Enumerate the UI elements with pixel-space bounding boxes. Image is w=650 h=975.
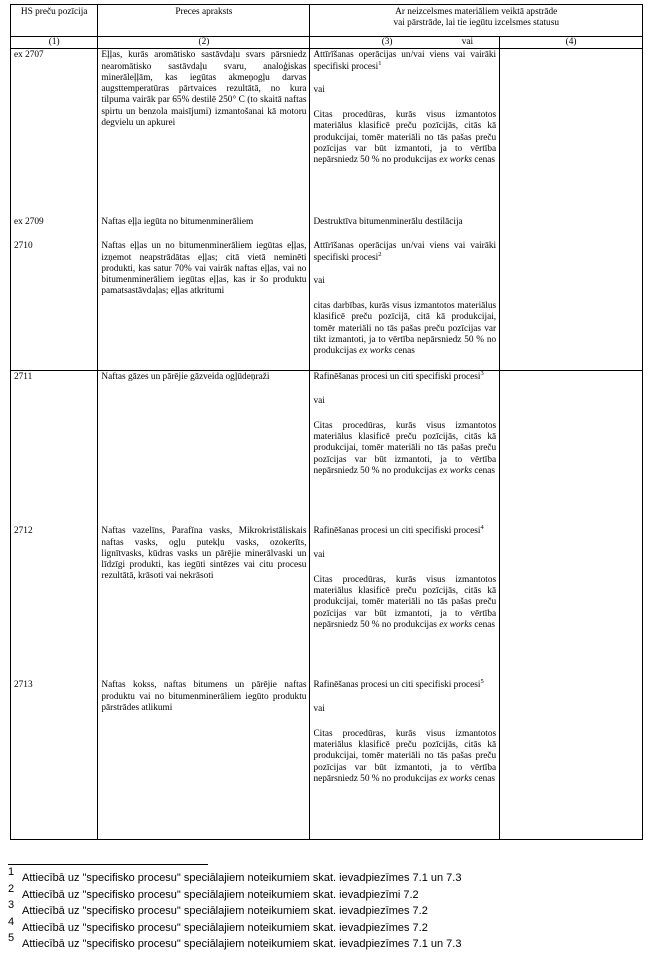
ex-works-label: ex works	[439, 466, 472, 477]
rule-a	[313, 50, 496, 73]
processing-rule	[310, 371, 500, 526]
rule-b-text: Citas procedūras, kurās visus izmantotos materiālus klasificē preču pozīcijās, citās kā produkcijai, tomēr materiāli no tās pašas preču pozīcijas var būt izmantoti, ja to vērtība nepārsniedz 50 % no produkcijas	[313, 420, 497, 477]
ex-works-label: ex works	[439, 155, 472, 166]
footnotes	[8, 864, 648, 953]
ex-works-label: ex works	[439, 620, 472, 631]
rule-b	[313, 575, 496, 631]
column-number-3	[310, 37, 500, 49]
rules-table	[10, 4, 643, 840]
processing-rule	[310, 240, 500, 371]
footnote: $^5$ Attiecībā uz "specifisko procesu" speciālajiem noteikumiem skat. ievadpiezīmes 7.1 un 7.3	[8, 932, 462, 950]
description: Naftas gāzes un pārējie gāzveida ogļūdeņraži	[98, 371, 310, 526]
rule-a	[313, 372, 496, 383]
rule-b-end: cenas	[394, 346, 415, 357]
header-processing-line1: Ar neizcelsmes materiāliem veiktā apstrāde	[395, 7, 558, 17]
footnote: $^3$ Attiecībā uz "specifisko procesu" speciālajiem noteikumiem skat. ievadpiezīmes 7.2	[8, 899, 428, 917]
or-label: vai	[313, 395, 325, 406]
or-label: vai	[313, 703, 325, 714]
rule-b-end: cenas	[474, 466, 495, 477]
rule-b-text: citas darbības, kurās visus izmantotos materiālus klasificē preču pozīcijā, citā kā produkcijai, tomēr materiāli no tās pašas preču pozīcijas var tikt izmantoti, ja to vērtība nepārsniedz 50 % no produkcijas	[313, 301, 497, 357]
or-label: vai	[313, 275, 325, 286]
footnote-ref: 4	[480, 524, 484, 532]
column-number-row	[11, 37, 643, 49]
table-row	[11, 371, 643, 526]
table-row	[11, 679, 643, 840]
rule-b	[313, 301, 496, 357]
column-or-label: vai	[461, 37, 474, 47]
footnote: $^2$ Attiecībā uz "specifisko procesu" speciālajiem noteikumiem skat. ievadpiezīmi 7.2	[8, 882, 419, 901]
footnote: $^1$ Attiecībā uz "specifisko procesu" speciālajiem noteikumiem skat. ievadpiezīmes 7.1 un 7.3	[8, 866, 462, 884]
header-processing-line2: vai pārstrāde, lai tie iegūtu izcelsmes statusu	[393, 18, 559, 29]
table-row	[11, 216, 643, 240]
rule-a-text: Rafinēšanas procesi un citi specifiski procesi	[313, 372, 481, 383]
rule-b-end: cenas	[474, 620, 495, 631]
processing-rule: Destruktīva bitumenminerālu destilācija	[310, 216, 500, 240]
description: Eļļas, kurās aromātisko sastāvdaļu svars pārsniedz nearomātisko sastāvdaļu svaru, analoģiskas minerāleļļām, kas iegūtas akmeņogļu darvas augsttemperatūras pārtvaices rezultātā, no kura tilpuma vairāk par 65% destilē 250° C (to skaitā naftas spirtu un benzola maisījumi) izmantošanai kā motoru degvielu un apkurei	[98, 49, 310, 217]
header-hs-code: HS preču pozīcija	[11, 5, 98, 37]
rule-a-text: Rafinēšanas procesi un citi specifiski procesi	[313, 526, 481, 537]
processing-rule	[310, 525, 500, 679]
rule-a-text: Rafinēšanas procesi un citi specifiski procesi	[313, 680, 481, 691]
col4-empty	[500, 49, 643, 217]
rule-a	[313, 241, 496, 264]
rule-a-text: Attīrīšanas operācijas un/vai viens vai vairāki specifiski procesi	[313, 50, 497, 72]
footnote: $^4$ Attiecībā uz "specifisko procesu" speciālajiem noteikumiem skat. ievadpiezīmes 7.2	[8, 915, 428, 934]
footnote-text: Attiecībā uz "specifisko procesu" speciālajiem noteikumiem skat. ievadpiezīmes 7.2	[22, 905, 428, 917]
col4-empty	[500, 371, 643, 526]
rule-b-text: Citas procedūras, kurās visus izmantotos materiālus klasificē preču pozīcijās, citās kā produkcijai, tomēr materiāli no tās pašas preču pozīcijas var būt izmantoti, ja to vērtība nepārsniedz 50 % no produkcijas	[313, 110, 497, 166]
rule-a	[313, 526, 496, 537]
column-number-3-text: (3)	[381, 37, 393, 47]
rule-b-end: cenas	[474, 155, 495, 166]
hs-code: ex 2709	[11, 216, 98, 240]
rule-b-text: Citas procedūras, kurās visus izmantotos materiālus klasificē preču pozīcijās, citās kā produkcijai, tomēr materiāli no tās pašas preču pozīcijas var būt izmantoti, ja to vērtība nepārsniedz 50 % no produkcijas	[313, 728, 497, 785]
column-number-1: (1)	[11, 37, 98, 49]
column-number-4: (4)	[500, 37, 643, 49]
footnote-ref: 1	[378, 59, 382, 67]
col4-empty	[500, 679, 643, 840]
rule-b	[313, 421, 496, 477]
footnote-ref: 3	[480, 370, 484, 378]
description: Naftas eļļa iegūta no bitumenminerāliem	[98, 216, 310, 240]
processing-rule	[310, 49, 500, 217]
footnote-text: Attiecībā uz "specifisko procesu" speciālajiem noteikumiem skat. ievadpiezīmes 7.1 un 7.3	[22, 938, 462, 950]
footnote-ref: 2	[378, 250, 382, 258]
processing-rule	[310, 679, 500, 840]
col4-empty	[500, 216, 643, 240]
rule-a-text: Attīrīšanas operācijas un/vai viens vai vairāki specifiski procesi	[313, 241, 497, 263]
rule-b-end: cenas	[474, 774, 495, 785]
header-row	[11, 5, 643, 37]
col4-empty	[500, 525, 643, 679]
header-description: Preces apraksts	[98, 5, 310, 37]
or-label: vai	[313, 549, 325, 560]
ex-works-label: ex works	[359, 346, 392, 357]
table-row	[11, 240, 643, 371]
rule-b	[313, 110, 496, 166]
table-row	[11, 525, 643, 679]
footnote-divider	[8, 864, 208, 865]
description: Naftas eļļas un no bitumenminerāliem iegūtas eļļas, izņemot neapstrādātas eļļas; citā vietā neminēti produkti, kas satur 70% vai vairāk naftas eļļas, vai no bitumenminerāliem iegūtas eļļas, kas ir šo produktu pamatsastāvdaļas; eļļas atkritumi	[98, 240, 310, 371]
description: Naftas kokss, naftas bitumens un pārējie naftas produktu vai no bitumenminerāliem iegūto produktu pārstrādes atlikumi	[98, 679, 310, 840]
rule-b-text: Citas procedūras, kurās visus izmantotos materiālus klasificē preču pozīcijās, citās kā produkcijai, tomēr materiāli no tās pašas preču pozīcijas var būt izmantoti, ja to vērtība nepārsniedz 50 % no produkcijas	[313, 574, 497, 631]
ex-works-label: ex works	[439, 774, 472, 785]
rule-a	[313, 680, 496, 691]
footnote-text: Attiecībā uz "specifisko procesu" speciālajiem noteikumiem skat. ievadpiezīmi 7.2	[22, 888, 419, 901]
description: Naftas vazelīns, Parafīna vasks, Mikrokristāliskais naftas vasks, ogļu putekļu vasks, ozokerīts, lignītvasks, kūdras vasks un pārējie minerālvaski un līdzīgi produkti, kas iegūti sintēzes vai citu procesu rezultātā, krāsoti vai nekrāsoti	[98, 525, 310, 679]
footnote-text: Attiecībā uz "specifisko procesu" speciālajiem noteikumiem skat. ievadpiezīmes 7.1 un 7.3	[22, 872, 462, 884]
hs-code: 2713	[11, 679, 98, 840]
column-number-2: (2)	[98, 37, 310, 49]
header-processing	[310, 5, 643, 37]
footnote-ref: 5	[480, 678, 484, 686]
hs-code: 2710	[11, 240, 98, 371]
or-label: vai	[313, 84, 325, 95]
rule-b	[313, 729, 496, 785]
hs-code: 2712	[11, 525, 98, 679]
footnote-text: Attiecībā uz "specifisko procesu" speciālajiem noteikumiem skat. ievadpiezīmes 7.2	[22, 921, 428, 934]
hs-code: ex 2707	[11, 49, 98, 217]
table-row	[11, 49, 643, 217]
hs-code: 2711	[11, 371, 98, 526]
col4-empty	[500, 240, 643, 371]
